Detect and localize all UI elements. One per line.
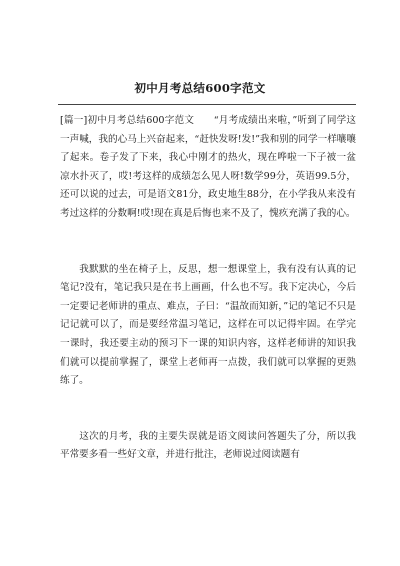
paragraph-3: 这次的月考，我的主要失误就是语文阅读问答题失了分，所以我平常要多看一些好文章，并进行批注，老师说过阅读题有	[60, 430, 356, 461]
document-title: 初中月考总结600字范文	[134, 81, 266, 95]
paragraph-spacer	[60, 224, 356, 261]
document-body	[60, 112, 356, 465]
paragraph-spacer	[60, 391, 356, 428]
paragraph-1: [篇一]初中月考总结600字范文 “月考成绩出来啦，”听到了同学这一声喊，我的心马上兴奋起来，“赶快发呀!发!”我和别的同学一样嚷嚷了起来。卷子发了下来，我心中刚才的热火，现在哗啦一下子被一盆凉水扑灭了，哎!考这样的成绩怎么见人呀!数学99分，英语99.5分，还可以说的过去，可是语文81分，政史地生88分，在小学我从来没有考过这样的分数啊!哎!现在真是后悔也来不及了，愧疚充满了我的心。	[60, 115, 356, 219]
paragraph-2: 我默默的坐在椅子上，反思，想一想课堂上，我有没有认真的记笔记?没有，笔记我只是在书上画画，什么也不写。我下定决心，今后一定要记老师讲的重点、难点，子曰：“温故而知新，”记的笔记不只是记记就可以了，而是要经常温习笔记，这样在可以记得牢固。在学完一课时，我还要主动的预习下一课的知识内容，这样老师讲的知识我们就可以提前掌握了，课堂上老师再一点拨，我们就可以掌握的更熟练了。	[60, 263, 356, 387]
title-divider	[58, 104, 356, 105]
